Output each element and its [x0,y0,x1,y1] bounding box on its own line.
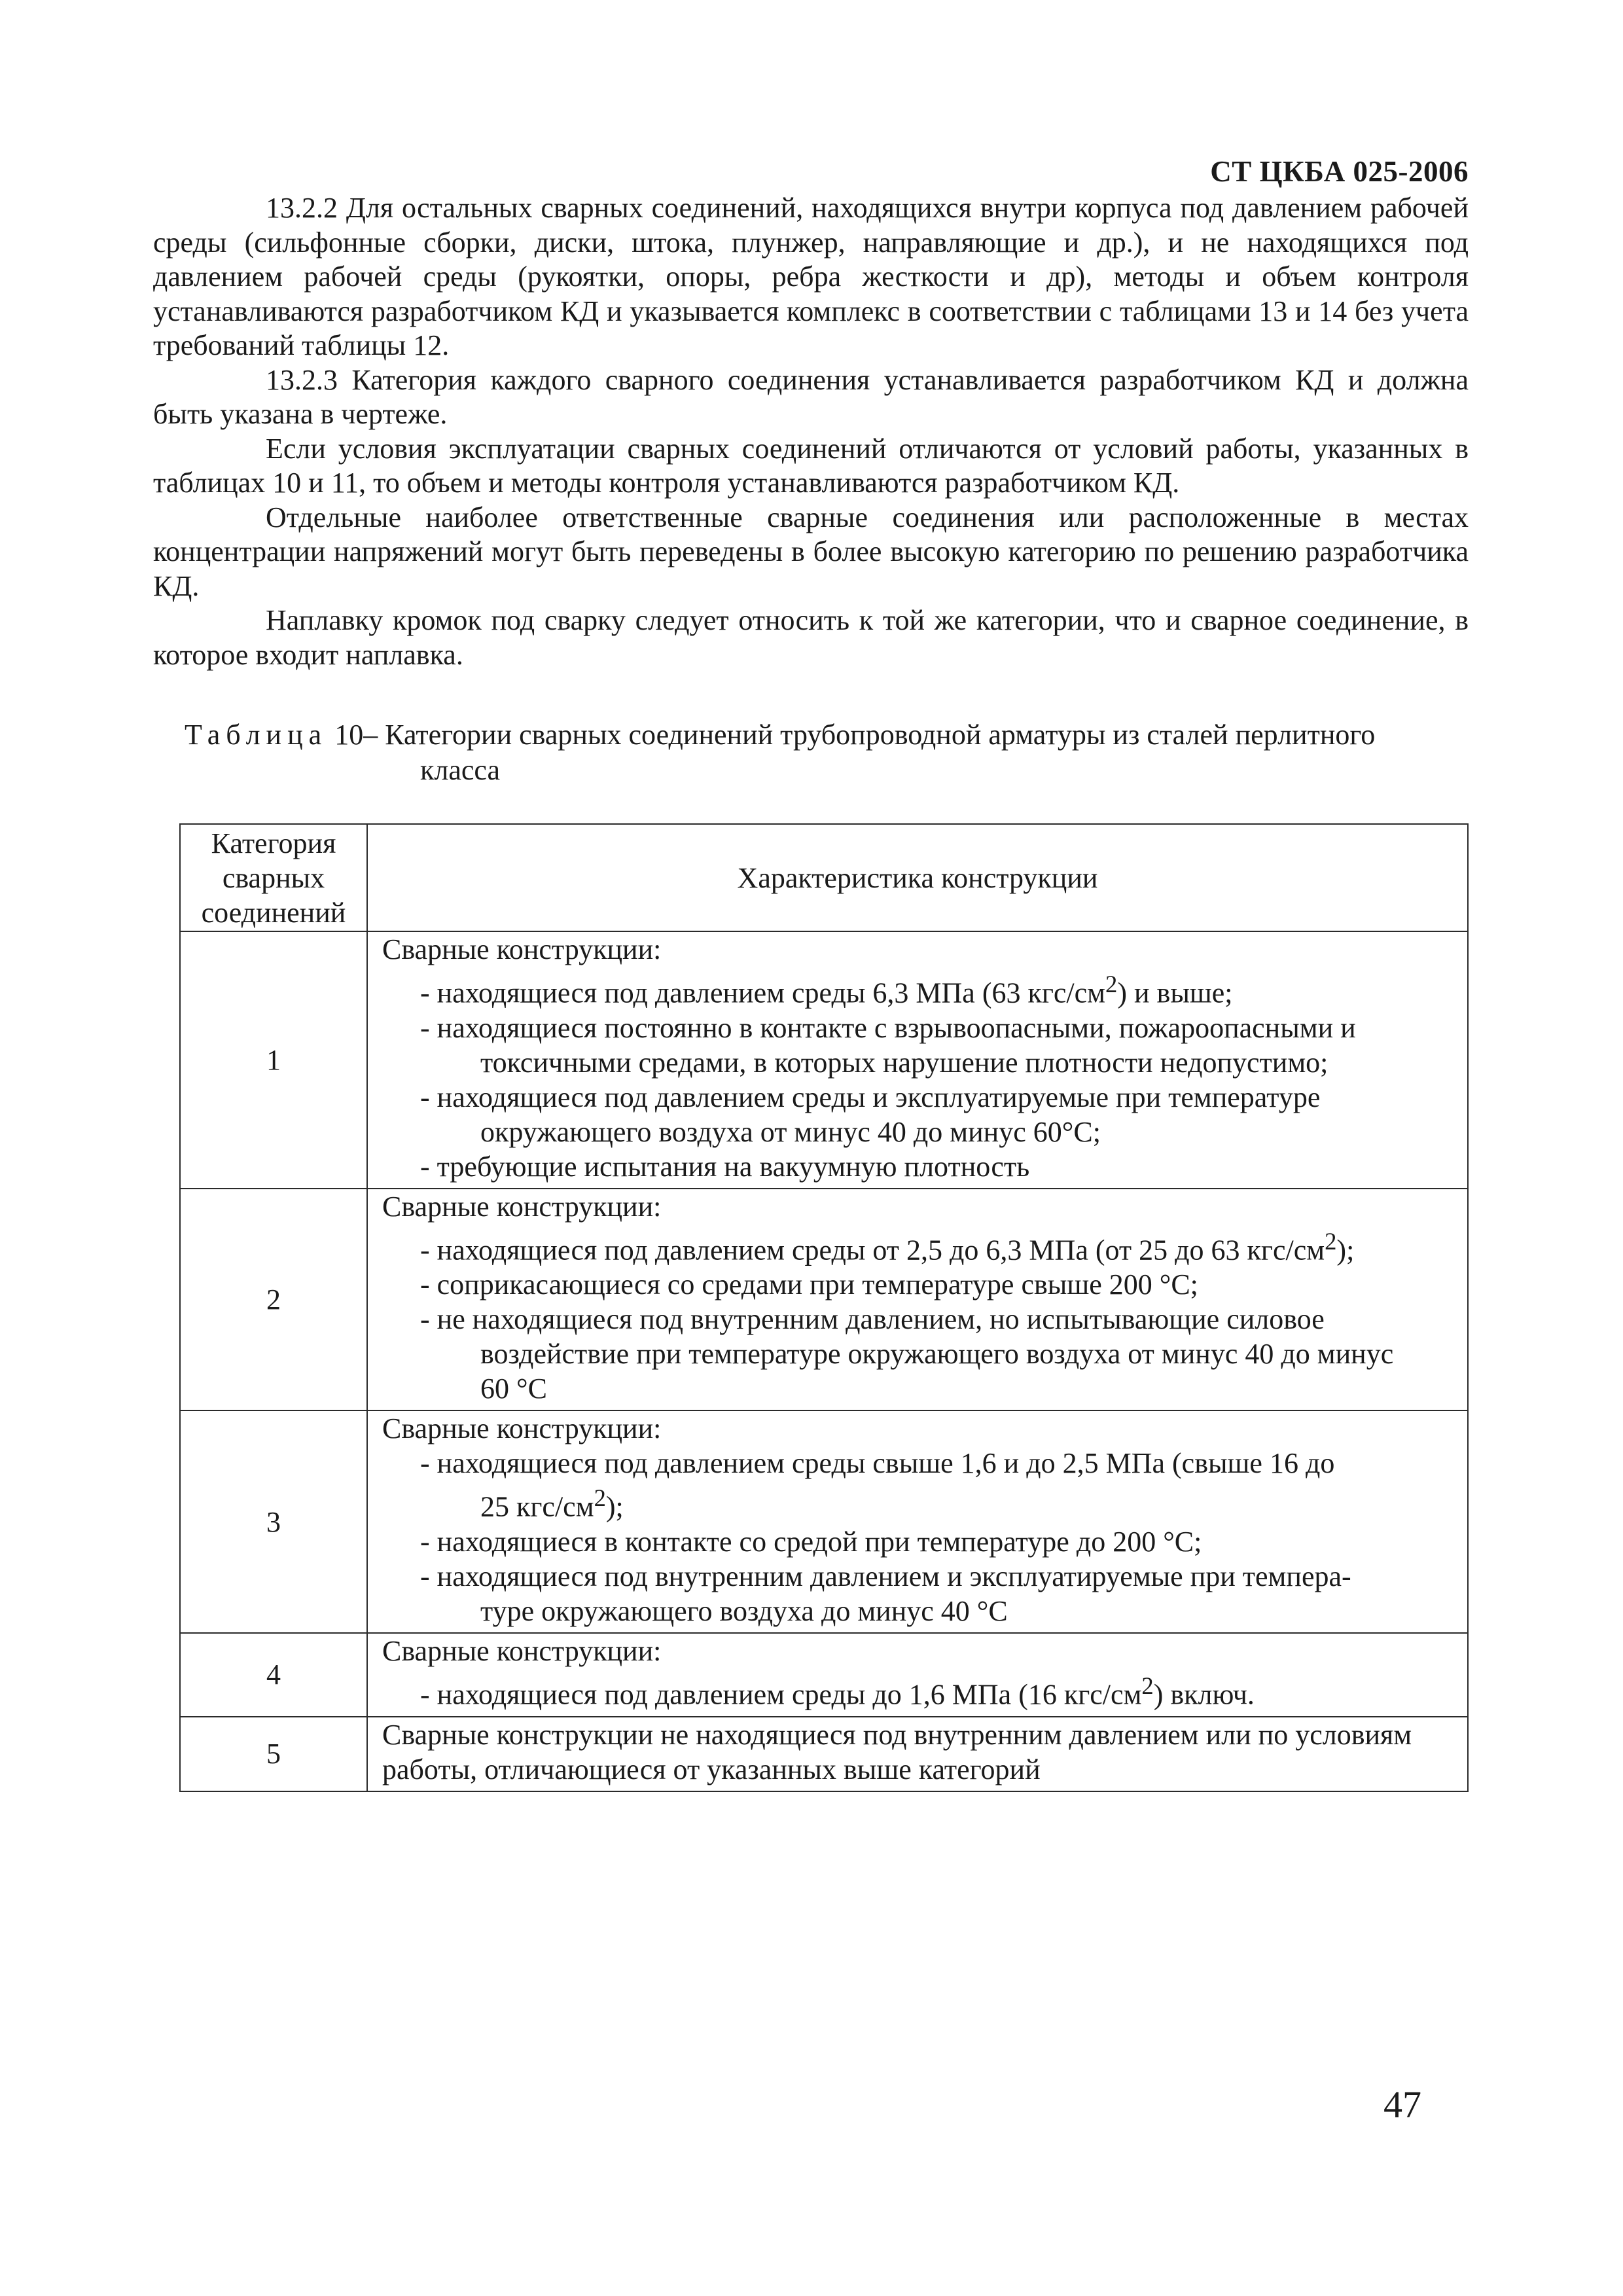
table-header-row [180,824,1468,931]
category-cell: 4 [180,1633,367,1717]
table-caption-line2: класса [420,754,500,786]
category-cell: 2 [180,1189,367,1411]
category-cell: 5 [180,1717,367,1791]
table-row [180,1410,1468,1633]
row-intro: Сварные конструкции: [382,933,662,965]
table-caption [185,717,1467,788]
list-item: - находящиеся постоянно в контакте с взрывоопасными, пожароопасными и [420,1011,1356,1044]
table-caption-number: 10 [334,719,364,751]
list-item: - не находящиеся под внутренним давлением, но испытывающие силовое [420,1303,1325,1336]
list-item: - находящиеся в контакте со средой при температуре до 200 °С; [420,1525,1202,1558]
paragraph-13-2-2: 13.2.2 Для остальных сварных соединений, находящихся внутри корпуса под давлением рабочей среды (сильфонные сборки, диски, штока, плунжер, направляющие и др.), и не находящихся под давлением рабочей среды (рукоятки, опоры, ребра жесткости и др), методы и объем контроля устанавливаются разработчиком КД и указывается комплекс в соответствии с таблицами 13 и 14 без учета требований таблицы 12. [153,192,1469,361]
page-number: 47 [1383,2083,1421,2126]
row-intro: Сварные конструкции: [382,1412,662,1445]
list-item: - соприкасающиеся со средами при температуре свыше 200 °С; [420,1268,1198,1301]
characteristic-cell [367,1410,1468,1633]
header-category-line2: сварных [222,861,325,894]
table-row [180,1717,1468,1791]
header-category [180,824,367,931]
list-item-continuation: окружающего воздуха от минус 40 до минус 60°С; [480,1115,1101,1148]
table-caption-title: – Категории сварных соединений трубопроводной арматуры из сталей перлитного [363,719,1376,751]
list-item: - находящиеся под давлением среды и эксплуатируемые при температуре [420,1081,1321,1113]
paragraph-13-2-3: 13.2.3 Категория каждого сварного соединения устанавливается разработчиком КД и должна быть указана в чертеже. [153,363,1469,430]
list-item: - находящиеся под давлением среды свыше 1,6 и до 2,5 МПа (свыше 16 до [420,1447,1335,1480]
category-cell: 1 [180,931,367,1189]
document-code: СТ ЦКБА 025-2006 [1210,155,1469,188]
list-item: - находящиеся под давлением среды 6,3 МПа (63 кгс/$см^2$) и выше; [420,971,1233,1009]
table-row [180,1633,1468,1717]
paragraph-edge-cladding: Наплавку кромок под сварку следует относить к той же категории, что и сварное соединение, в которое входит наплавка. [153,604,1469,671]
characteristic-cell [367,931,1468,1189]
list-item-continuation: туре окружающего воздуха до минус 40 °С [480,1594,1008,1627]
table-caption-label: Таблица [185,719,328,751]
header-category-line1: Категория [211,827,336,859]
list-item: - находящиеся под давлением среды до 1,6 МПа (16 кгс/$см^2$) включ. [420,1672,1255,1711]
row-intro: Сварные конструкции: [382,1190,662,1223]
welded-joint-categories-table [179,823,1469,1792]
paragraph-operating-conditions: Если условия эксплуатации сварных соединений отличаются от условий работы, указанных в таблицах 10 и 11, то объем и методы контроля устанавливаются разработчиком КД. [153,432,1469,499]
characteristic-cell [367,1633,1468,1717]
body-text [153,191,1469,672]
header-category-line3: соединений [201,896,346,929]
row-intro: Сварные конструкции: [382,1634,662,1667]
header-characteristic: Характеристика конструкции [367,824,1468,931]
characteristic-cell [367,1189,1468,1411]
list-item: - находящиеся под внутренним давлением и эксплуатируемые при темпера- [420,1560,1351,1592]
table-row [180,1189,1468,1411]
table-row [180,931,1468,1189]
category-cell: 3 [180,1410,367,1633]
list-item-continuation: токсичными средами, в которых нарушение плотности недопустимо; [480,1046,1329,1079]
list-item-continuation: воздействие при температуре окружающего воздуха от минус 40 до минус [480,1338,1394,1371]
list-item: - требующие испытания на вакуумную плотность [420,1150,1030,1183]
list-item-continuation: 25 кгс/$см^2$); [480,1484,624,1523]
characteristic-cell: Сварные конструкции не находящиеся под внутренним давлением или по условиям работы, отличающиеся от указанных выше категорий [367,1717,1468,1791]
list-item-continuation: 60 °С [480,1372,547,1405]
table-caption-line1 [185,717,1467,753]
paragraph-critical-joints: Отдельные наиболее ответственные сварные соединения или расположенные в местах концентрации напряжений могут быть переведены в более высокую категорию по решению разработчика КД. [153,501,1469,602]
list-item: - находящиеся под давлением среды от 2,5 до 6,3 МПа (от 25 до 63 кгс/$см^2$); [420,1227,1355,1266]
